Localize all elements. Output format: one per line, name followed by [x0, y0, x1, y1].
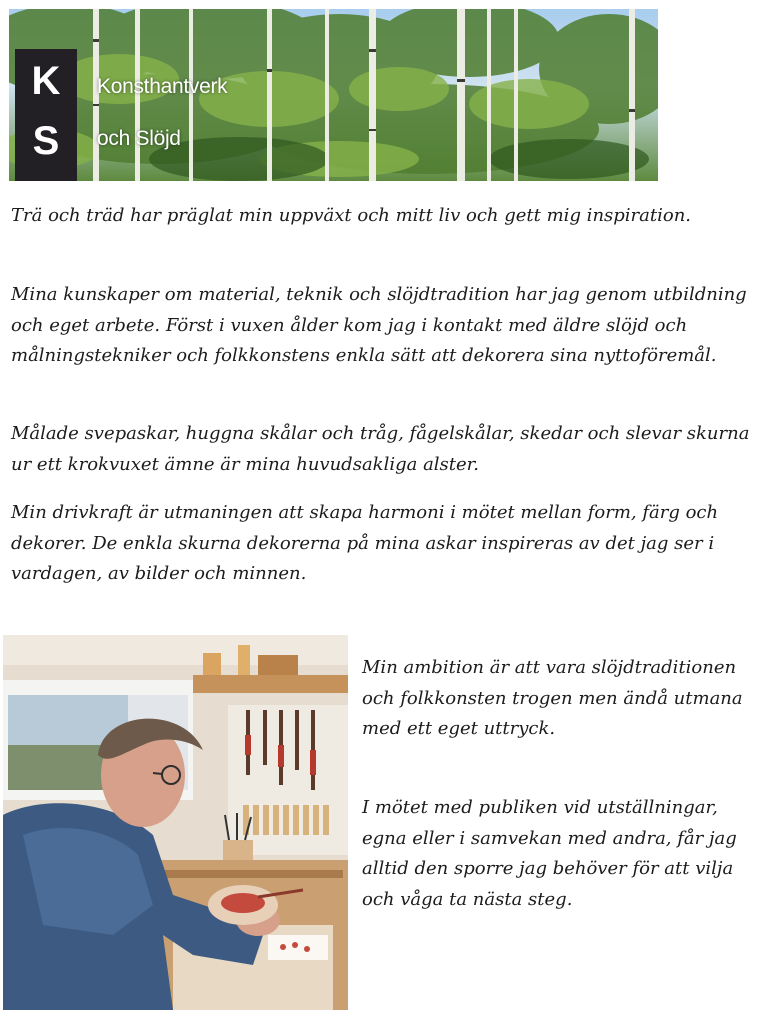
logo-text-line1: Konsthantverk [97, 75, 228, 98]
logo-text-line2: och Slöjd [97, 127, 181, 150]
paragraph-ambition: Min ambition är att vara slöjdtraditionen och folkkonsten trogen men ändå utmana med ett eget uttryck. [362, 657, 743, 739]
logo-box [15, 49, 77, 181]
paragraph-audience: I mötet med publiken vid utställningar, egna eller i samvekan med andra, får jag alltid den sporre jag behöver för att vilja och våga ta nästa steg. [362, 797, 737, 910]
logo-letter-s: S [32, 119, 60, 163]
workshop-photo-frame [3, 635, 348, 1010]
paragraph-drive: Min drivkraft är utmaningen att skapa harmoni i mötet mellan form, färg och dekorer. De enkla skurna dekorerna på mina askar inspireras av det jag ser i vardagen, av bilder och minnen. [11, 502, 719, 584]
paragraph-products: Målade svepaskar, huggna skålar och tråg, fågelskålar, skedar och slevar skurna ur ett krokvuxet ämne är mina huvudsakliga alster. [11, 423, 750, 475]
paragraph-knowledge: Mina kunskaper om material, teknik och slöjdtradition har jag genom utbildning och eget arbete. Först i vuxen ålder kom jag i kontakt med äldre slöjd och målningstekniker och folkkonstens enkla sätt att dekorera sina nyttoföremål. [11, 284, 747, 366]
logo-letter-k: K [31, 59, 61, 103]
craftsman-painting-in-workshop-photo [3, 635, 348, 1010]
header-banner [9, 9, 658, 181]
paragraph-inspiration: Trä och träd har präglat min uppväxt och mitt liv och gett mig inspiration. [11, 205, 692, 226]
